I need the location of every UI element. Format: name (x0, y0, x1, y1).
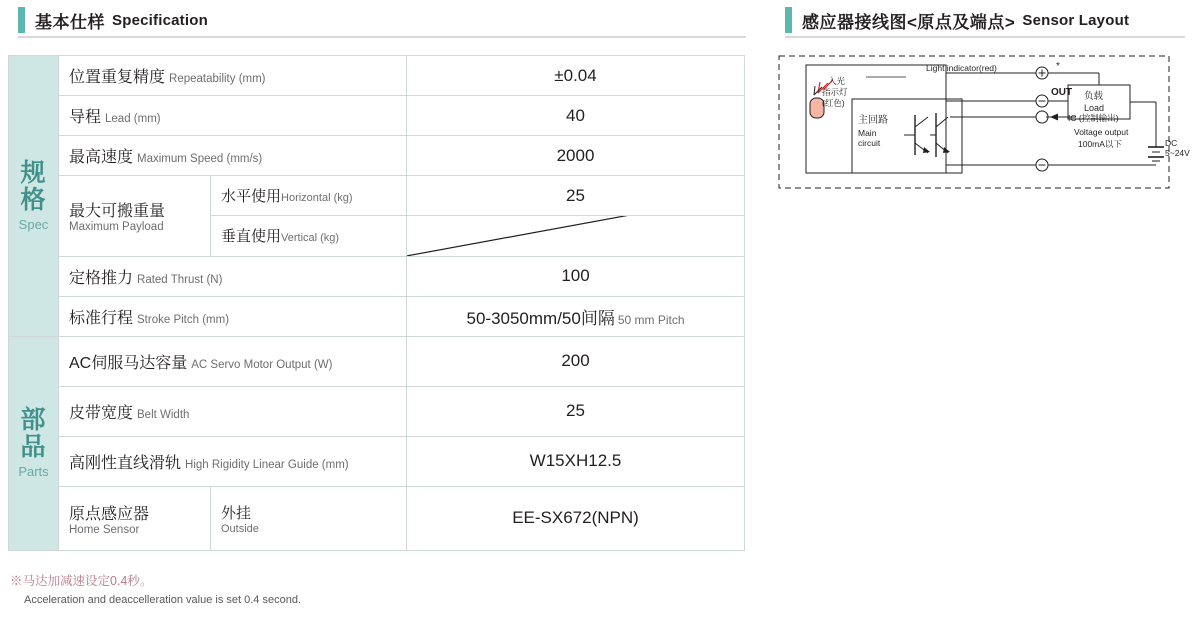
row-label-cn: 高刚性直线滑轨 (69, 454, 182, 472)
table-row (9, 436, 745, 486)
group-label-cn: 部品 (20, 406, 47, 462)
row-label-cn: AC伺服马达容量 (69, 354, 188, 372)
label-main-circuit-en-1: Main (858, 128, 877, 138)
row-label-lead (59, 96, 407, 136)
label-light-cn-1: 入光 (828, 76, 846, 86)
row-value-repeatability: ±0.04 (407, 56, 745, 96)
group-label-en: Parts (18, 464, 49, 480)
label-dc-range: 5~24V (1165, 148, 1190, 158)
row-label-cn: 标准行程 (69, 309, 134, 327)
row-label-en: Rated Thrust (N) (137, 273, 223, 286)
row-label-en: High Rigidity Linear Guide (mm) (185, 458, 349, 471)
specification-title-cn: 基本仕样 (35, 12, 105, 32)
label-light-indicator: Light indicator(red) (926, 63, 997, 73)
table-row (9, 486, 745, 550)
sub-label-horizontal (211, 176, 407, 216)
sub-label-cn: 垂直使用 (221, 228, 282, 246)
row-label-en: Home Sensor (69, 523, 140, 536)
sensor-wiring-diagram (778, 55, 1190, 200)
row-label-servo-output (59, 336, 407, 386)
row-label-linear-guide (59, 436, 407, 486)
label-light-cn-3: (红色) (822, 98, 845, 108)
row-label-en: Stroke Pitch (mm) (137, 313, 230, 326)
table-row (9, 96, 745, 136)
specification-table (8, 55, 745, 551)
sensor-section-header (785, 7, 1129, 33)
table-row (9, 386, 745, 436)
row-label-cn: 皮带宽度 (69, 404, 134, 422)
sensor-title-en: Sensor Layout (1022, 11, 1130, 29)
row-value-servo-output: 200 (407, 336, 745, 386)
specification-section-header (18, 7, 208, 33)
row-value-lead: 40 (407, 96, 745, 136)
footnote-cn: ※马达加减速设定0.4秒。 (10, 574, 153, 588)
row-value-rated-thrust: 100 (407, 256, 745, 296)
stroke-pitch-sub: 50 mm Pitch (617, 312, 685, 327)
label-dc: DC (1165, 138, 1178, 148)
sensor-title-cn: 感应器接线图<原点及端点> (802, 12, 1016, 32)
label-star: * (1056, 61, 1060, 72)
sub-label-en: Vertical (kg) (281, 232, 340, 245)
sub-label-en: Horizontal (kg) (281, 192, 353, 204)
table-row (9, 256, 745, 296)
sensor-header-rule (785, 36, 1185, 38)
row-label-max-speed (59, 136, 407, 176)
row-value-max-speed: 2000 (407, 136, 745, 176)
row-label-cn: 原点感应器 (69, 505, 150, 523)
group-cell-spec (9, 56, 59, 337)
row-label-max-payload (59, 176, 211, 257)
table-row (9, 176, 745, 216)
sub-label-cn: 外挂 (221, 504, 252, 522)
row-label-repeatability (59, 56, 407, 96)
stroke-pitch-main: 50-3050mm/50间隔 (466, 308, 615, 328)
row-value-linear-guide: W15XH12.5 (407, 436, 745, 486)
row-label-en: Maximum Payload (69, 221, 164, 234)
label-ic-output: IC (控制输出) (1068, 113, 1119, 123)
specification-title-en: Specification (112, 11, 208, 29)
sub-label-cn: 水平使用 (221, 188, 282, 205)
group-label-en: Spec (18, 216, 49, 232)
row-label-en: Repeatability (mm) (169, 73, 266, 85)
row-label-belt-width (59, 386, 407, 436)
row-value-horizontal: 25 (407, 176, 745, 216)
group-label-cn: 规格 (20, 158, 47, 214)
row-label-en: AC Servo Motor Output (W) (191, 358, 333, 371)
table-row (9, 136, 745, 176)
footnote-en: Acceleration and deaccelleration value is set 0.4 second. (24, 593, 302, 606)
row-label-cn: 最高速度 (69, 149, 134, 166)
row-label-en: Maximum Speed (mm/s) (137, 153, 263, 165)
footnote (10, 572, 610, 608)
sub-label-outside (211, 486, 407, 550)
row-value-belt-width: 25 (407, 386, 745, 436)
row-value-stroke-pitch (407, 296, 745, 336)
row-label-stroke-pitch (59, 296, 407, 336)
label-current-limit: 100mA以下 (1078, 139, 1122, 149)
sub-label-en: Outside (221, 522, 259, 535)
specification-header-rule (18, 36, 746, 38)
label-main-circuit-cn: 主回路 (858, 115, 888, 126)
row-value-vertical-not-applicable (407, 216, 745, 257)
sub-label-vertical (211, 216, 407, 257)
label-out: OUT (1051, 87, 1073, 98)
row-label-en: Belt Width (137, 408, 190, 421)
row-label-en: Lead (mm) (105, 113, 161, 125)
table-row (9, 296, 745, 336)
label-load-cn: 负载 (1084, 91, 1104, 102)
label-voltage-output: Voltage output (1074, 127, 1129, 137)
label-load-en: Load (1084, 103, 1105, 113)
accent-bar (18, 7, 25, 33)
row-label-rated-thrust (59, 256, 407, 296)
row-label-cn: 位置重复精度 (69, 69, 166, 86)
accent-bar (785, 7, 792, 33)
row-label-cn: 定格推力 (69, 269, 134, 287)
table-row (9, 336, 745, 386)
label-light-cn-2: 指示灯 (822, 87, 848, 97)
row-label-home-sensor (59, 486, 211, 550)
table-row (9, 56, 745, 96)
row-value-home-sensor: EE-SX672(NPN) (407, 486, 745, 550)
row-label-cn: 导程 (69, 109, 102, 126)
group-cell-parts (9, 336, 59, 550)
label-main-circuit-en-2: circuit (858, 138, 881, 148)
row-label-cn: 最大可搬重量 (69, 203, 166, 221)
